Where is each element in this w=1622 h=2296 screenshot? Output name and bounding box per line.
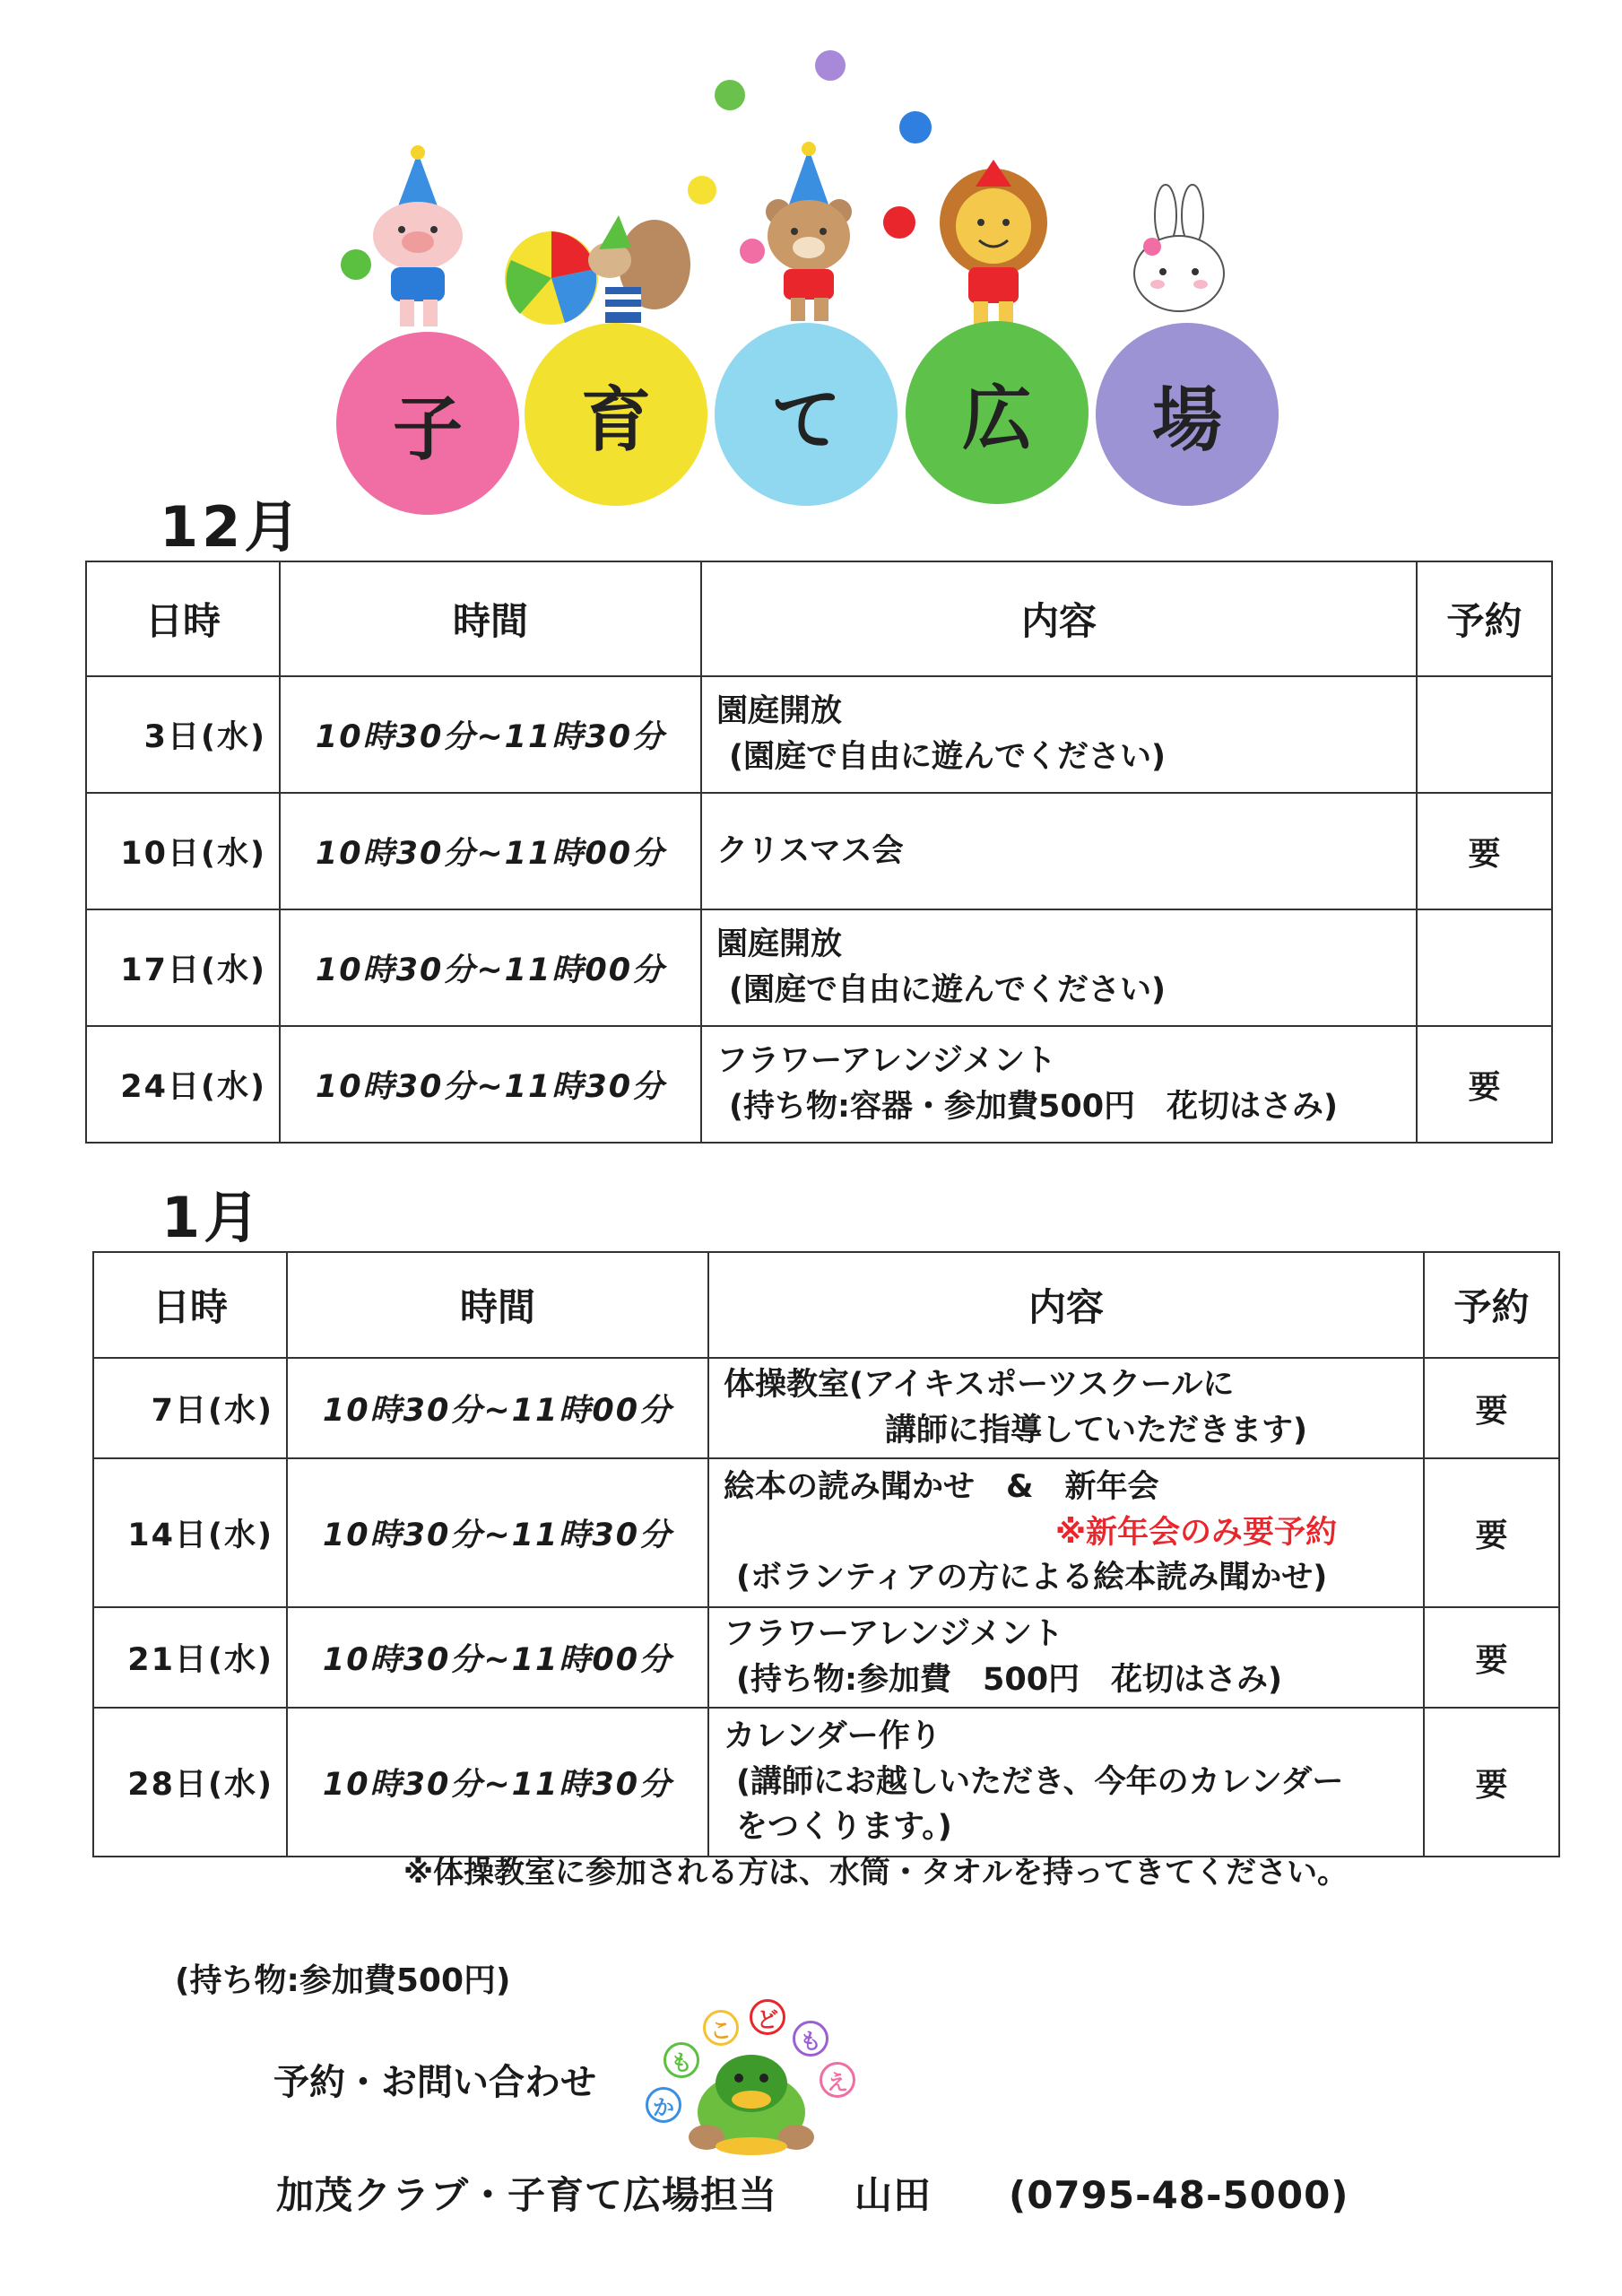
table-row xyxy=(93,1607,1559,1708)
content-line: 体操教室(アイキスポーツスクールに xyxy=(724,1367,1235,1404)
row-time: 10時30分~11時00分 xyxy=(280,793,701,909)
header-content: 内容 xyxy=(701,561,1417,676)
row-reserve: 要 xyxy=(1417,1026,1552,1143)
row-reserve: 要 xyxy=(1424,1458,1559,1607)
logo-letter: も xyxy=(793,2021,828,2057)
header-reserve: 予約 xyxy=(1417,561,1552,676)
row-reserve xyxy=(1417,676,1552,793)
content-line: フラワーアレンジメント xyxy=(724,1616,1064,1653)
header-time: 時間 xyxy=(287,1252,708,1358)
content-line: 講師に指導していただきます) xyxy=(885,1413,1307,1448)
row-time: 10時30分~11時30分 xyxy=(287,1458,708,1607)
row-time: 10時30分~11時00分 xyxy=(280,909,701,1026)
row-time: 10時30分~11時30分 xyxy=(280,676,701,793)
december-schedule-table xyxy=(85,561,1553,1144)
table-row xyxy=(86,1026,1552,1143)
contact-info: 加茂クラブ・子育て広場担当 山田 (0795-48-5000) xyxy=(276,2173,1349,2217)
month-label-january: 1月 xyxy=(161,1185,264,1250)
row-time: 10時30分~11時30分 xyxy=(287,1708,708,1857)
content-line: (園庭で自由に遊んでください) xyxy=(729,972,1166,1008)
title-circle-2: 育 xyxy=(525,323,707,506)
row-date: 24日(水) xyxy=(86,1026,280,1143)
title-circle-4: 広 xyxy=(906,321,1089,504)
purple-ball xyxy=(815,50,846,81)
table-row xyxy=(93,1708,1559,1857)
content-line: 絵本の読み聞かせ & 新年会 xyxy=(724,1468,1159,1505)
logo-letter: ど xyxy=(750,1999,785,2035)
row-content xyxy=(708,1607,1424,1708)
table-header-row xyxy=(93,1252,1559,1358)
bring-items-note: (持ち物:参加費500円) xyxy=(175,1962,511,1999)
row-reserve xyxy=(1417,909,1552,1026)
table-row xyxy=(93,1358,1559,1458)
row-date: 28日(水) xyxy=(93,1708,287,1857)
row-time: 10時30分~11時00分 xyxy=(287,1358,708,1458)
table-header-row xyxy=(86,561,1552,676)
row-content xyxy=(701,909,1417,1026)
yellow-ball xyxy=(688,176,716,204)
logo-letter: え xyxy=(820,2062,855,2098)
table-row xyxy=(86,676,1552,793)
row-time: 10時30分~11時00分 xyxy=(287,1607,708,1708)
table-row xyxy=(86,793,1552,909)
header-date: 日時 xyxy=(93,1252,287,1358)
row-content xyxy=(701,793,1417,909)
row-content xyxy=(708,1458,1424,1607)
row-content xyxy=(701,676,1417,793)
row-content xyxy=(708,1708,1424,1857)
content-line: 園庭開放 xyxy=(716,693,843,730)
content-line: (講師にお越しいただき、今年のカレンダー xyxy=(736,1763,1344,1800)
gym-class-note: ※体操教室に参加される方は、水筒・タオルを持ってきてください。 xyxy=(403,1855,1349,1891)
content-line: をつくります。) xyxy=(736,1809,952,1846)
content-line: (持ち物:容器・参加費500円 花切はさみ) xyxy=(729,1089,1339,1125)
content-line: (ボランティアの方による絵本読み聞かせ) xyxy=(736,1560,1328,1596)
contact-label: 予約・お問い合わせ xyxy=(273,2062,596,2103)
content-line: (持ち物:参加費 500円 花切はさみ) xyxy=(736,1662,1283,1698)
row-content xyxy=(708,1358,1424,1458)
row-time: 10時30分~11時30分 xyxy=(280,1026,701,1143)
kamo-kodomoen-logo xyxy=(644,1987,859,2166)
green-ball xyxy=(715,80,745,110)
content-line: フラワーアレンジメント xyxy=(716,1043,1057,1080)
month-label-december: 12月 xyxy=(160,494,304,560)
header-reserve: 予約 xyxy=(1424,1252,1559,1358)
header-time: 時間 xyxy=(280,561,701,676)
row-reserve: 要 xyxy=(1424,1358,1559,1458)
row-date: 3日(水) xyxy=(86,676,280,793)
title-circle-5: 場 xyxy=(1096,323,1279,506)
blue-ball xyxy=(899,111,932,144)
table-row xyxy=(86,909,1552,1026)
header-content: 内容 xyxy=(708,1252,1424,1358)
row-content xyxy=(701,1026,1417,1143)
content-line: カレンダー作り xyxy=(724,1718,941,1754)
table-row xyxy=(93,1458,1559,1607)
logo-letter: も xyxy=(664,2042,699,2078)
january-schedule-table xyxy=(92,1251,1560,1857)
row-reserve: 要 xyxy=(1424,1708,1559,1857)
content-line: 園庭開放 xyxy=(716,926,843,963)
lion-illustration xyxy=(924,151,1067,339)
rabbit-illustration xyxy=(1116,184,1242,327)
pig-illustration xyxy=(355,142,490,339)
header-date: 日時 xyxy=(86,561,280,676)
row-date: 17日(水) xyxy=(86,909,280,1026)
logo-letter: こ xyxy=(703,2010,739,2046)
bear-illustration xyxy=(744,142,879,330)
content-line: クリスマス会 xyxy=(716,832,904,869)
row-date: 7日(水) xyxy=(93,1358,287,1458)
row-date: 21日(水) xyxy=(93,1607,287,1708)
content-line: (園庭で自由に遊んでください) xyxy=(729,739,1166,775)
row-date: 14日(水) xyxy=(93,1458,287,1607)
row-reserve: 要 xyxy=(1417,793,1552,909)
title-circle-3: て xyxy=(715,323,898,506)
title-circle-1: 子 xyxy=(336,332,519,515)
row-reserve: 要 xyxy=(1424,1607,1559,1708)
logo-letter: か xyxy=(646,2087,681,2123)
new-year-reserve-note: ※新年会のみ要予約 xyxy=(1055,1514,1338,1551)
row-date: 10日(水) xyxy=(86,793,280,909)
red-ball xyxy=(883,206,915,239)
